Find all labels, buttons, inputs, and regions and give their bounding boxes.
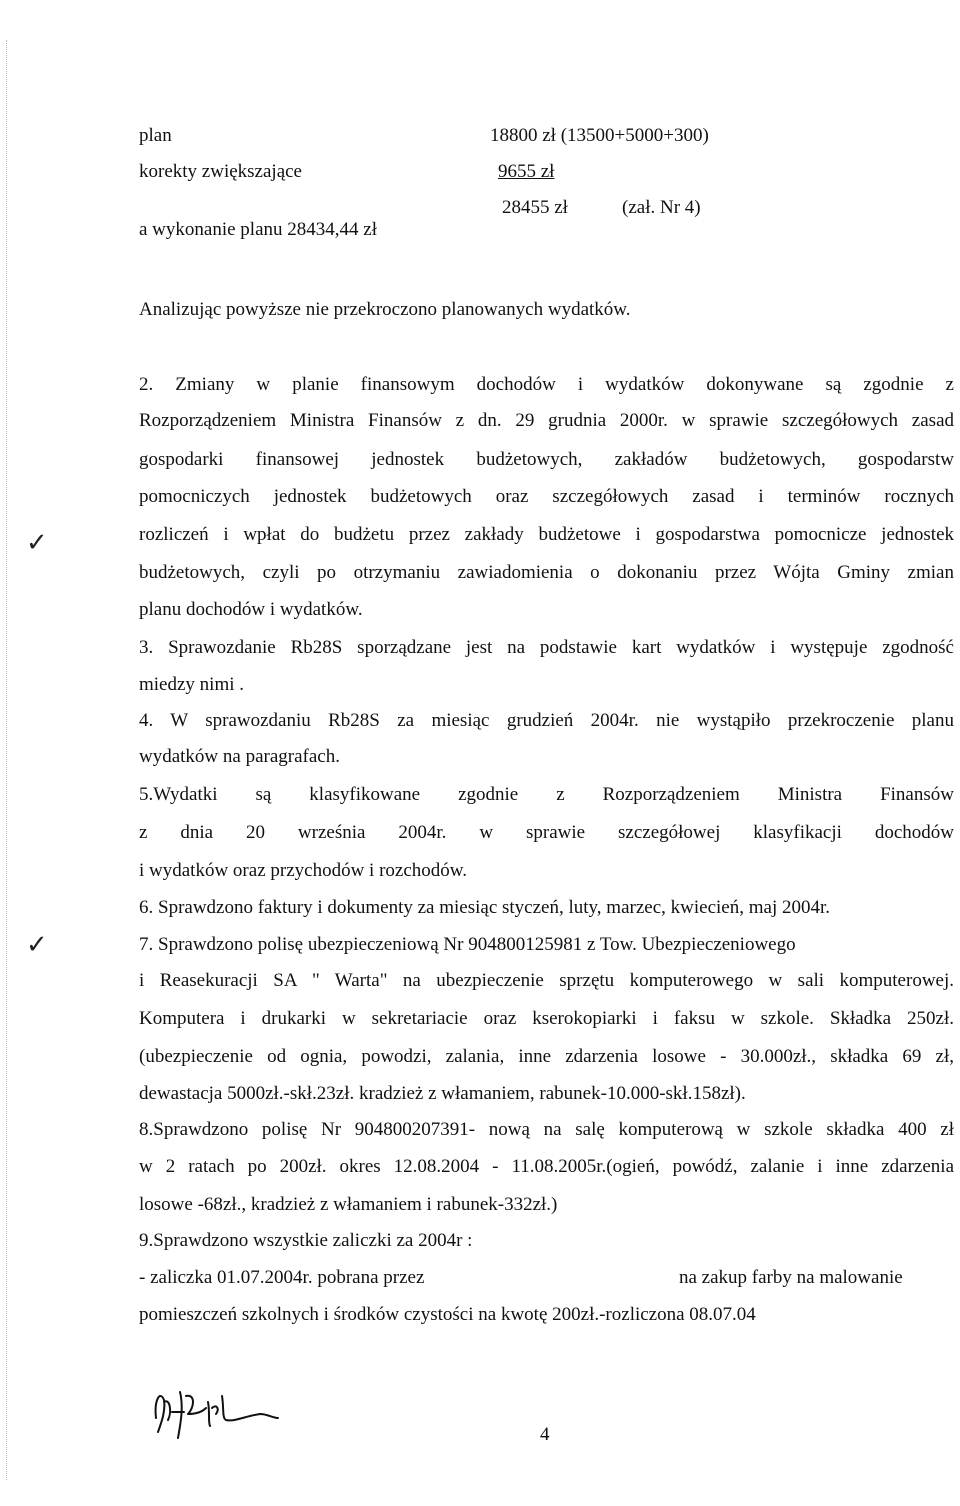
corrections-value: 9655 zł <box>498 161 555 182</box>
p2-line-7: planu dochodów i wydatków. <box>139 599 363 620</box>
p3-line-1: 3. Sprawozdanie Rb28S sporządzane jest na podstawie kart wydatków i występuje zgodność <box>139 637 954 658</box>
conclusion: Analizując powyższe nie przekroczono planowanych wydatków. <box>139 299 631 320</box>
plan-value: 18800 zł (13500+5000+300) <box>490 125 709 146</box>
margin-check-mark-1: ✓ <box>26 528 48 558</box>
attachment-ref: (zał. Nr 4) <box>622 197 701 218</box>
p5-line-1: 5.Wydatki są klasyfikowane zgodnie z Rozporządzeniem Ministra Finansów <box>139 784 954 805</box>
p5-line-3: i wydatków oraz przychodów i rozchodów. <box>139 860 468 881</box>
page-number: 4 <box>540 1424 550 1445</box>
total-value: 28455 zł <box>502 197 568 218</box>
p2-line-6: budżetowych, czyli po otrzymaniu zawiadomienia o dokonaniu przez Wójta Gminy zmian <box>139 562 954 583</box>
p9-item-line-2: pomieszczeń szkolnych i środków czystości na kwotę 200zł.-rozliczona 08.07.04 <box>139 1304 756 1325</box>
p7-line-2: i Reasekuracji SA " Warta" na ubezpieczenie sprzętu komputerowego w sali komputerowej. <box>139 970 954 991</box>
execution-label: a wykonanie planu 28434,44 zł <box>139 219 377 240</box>
p9-item-right: na zakup farby na malowanie <box>679 1267 903 1288</box>
p3-line-2: miedzy nimi . <box>139 674 245 695</box>
p2-line-4: pomocniczych jednostek budżetowych oraz szczegółowych zasad i terminów rocznych <box>139 486 954 507</box>
p2-line-2: Rozporządzeniem Ministra Finansów z dn. 29 grudnia 2000r. w sprawie szczegółowych zasad <box>139 410 954 431</box>
p2-line-1: 2. Zmiany w planie finansowym dochodów i wydatków dokonywane są zgodnie z <box>139 374 954 395</box>
p7-line-4: (ubezpieczenie od ognia, powodzi, zalania, inne zdarzenia losowe - 30.000zł., składka 69 zł, <box>139 1046 954 1067</box>
p2-line-3: gospodarki finansowej jednostek budżetowych, zakładów budżetowych, gospodarstw <box>139 449 954 470</box>
p7-line-3: Komputera i drukarki w sekretariacie oraz kserokopiarki i faksu w szkole. Składka 250zł. <box>139 1008 954 1029</box>
p8-line-1: 8.Sprawdzono polisę Nr 904800207391- nową na salę komputerową w szkole składka 400 zł <box>139 1119 954 1140</box>
p8-line-3: losowe -68zł., kradzież z włamaniem i rabunek-332zł.) <box>139 1194 558 1215</box>
p7-line-5: dewastacja 5000zł.-skł.23zł. kradzież z włamaniem, rabunek-10.000-skł.158zł). <box>139 1083 746 1104</box>
p7-line-1: 7. Sprawdzono polisę ubezpieczeniową Nr 904800125981 z Tow. Ubezpieczeniowego <box>139 934 796 955</box>
handwritten-signature <box>150 1378 290 1448</box>
scan-edge <box>6 40 10 1480</box>
p8-line-2: w 2 ratach po 200zł. okres 12.08.2004 - 11.08.2005r.(ogień, powódź, zalanie i inne zdarzenia <box>139 1156 954 1177</box>
p6-line-1: 6. Sprawdzono faktury i dokumenty za miesiąc styczeń, luty, marzec, kwiecień, maj 2004r. <box>139 897 830 918</box>
p4-line-2: wydatków na paragrafach. <box>139 746 340 767</box>
p9-item-left: - zaliczka 01.07.2004r. pobrana przez <box>139 1267 425 1288</box>
plan-label: plan <box>139 125 172 146</box>
margin-check-mark-2: ✓ <box>26 930 48 960</box>
corrections-label: korekty zwiększające <box>139 161 302 182</box>
p4-line-1: 4. W sprawozdaniu Rb28S za miesiąc grudzień 2004r. nie wystąpiło przekroczenie planu <box>139 710 954 731</box>
p5-line-2: z dnia 20 września 2004r. w sprawie szczegółowej klasyfikacji dochodów <box>139 822 954 843</box>
p9-line-1: 9.Sprawdzono wszystkie zaliczki za 2004r : <box>139 1230 473 1251</box>
p2-line-5: rozliczeń i wpłat do budżetu przez zakłady budżetowe i gospodarstwa pomocnicze jednostek <box>139 524 954 545</box>
